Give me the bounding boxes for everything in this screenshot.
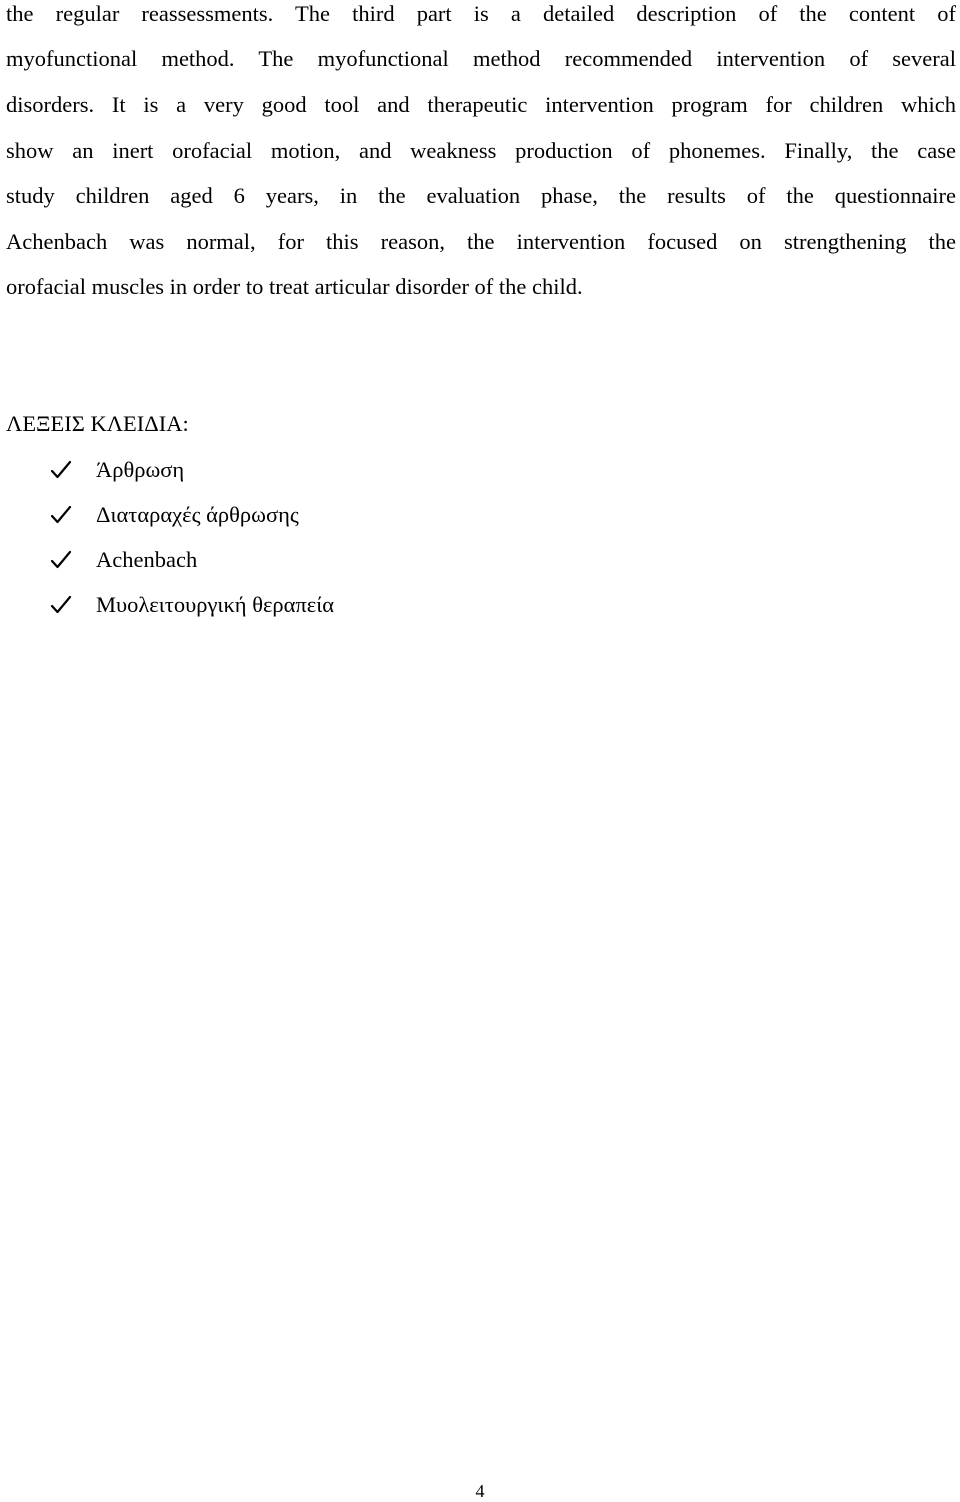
checkmark-icon — [50, 594, 72, 616]
paragraph-line: study children aged 6 years, in the evaluation phase, the results of the questionnaire — [6, 183, 956, 208]
checkmark-icon — [50, 459, 72, 481]
keyword-item — [50, 455, 184, 485]
paragraph-line-last: orofacial muscles in order to treat articular disorder of the child. — [6, 274, 583, 299]
paragraph-line: show an inert orofacial motion, and weakness production of phonemes. Finally, the case — [6, 138, 956, 163]
keyword-item — [50, 500, 299, 530]
paragraph-line: myofunctional method. The myofunctional method recommended intervention of several — [6, 46, 956, 71]
keyword-text: Μυολειτουργική θεραπεία — [96, 592, 335, 617]
keyword-text: Άρθρωση — [96, 457, 185, 482]
page-number: 4 — [475, 1481, 485, 1501]
paragraph-line: disorders. It is a very good tool and therapeutic intervention program for children which — [6, 92, 956, 117]
paragraph-line: the regular reassessments. The third part is a detailed description of the content of — [6, 1, 956, 26]
keyword-text: Achenbach — [96, 547, 198, 572]
keyword-item — [50, 590, 334, 620]
keyword-text: Διαταραχές άρθρωσης — [96, 502, 299, 527]
checkmark-icon — [50, 504, 72, 526]
keywords-heading: ΛΕΞΕΙΣ ΚΛΕΙΔΙΑ: — [6, 411, 189, 436]
checkmark-icon — [50, 549, 72, 571]
keyword-item — [50, 545, 197, 575]
paragraph-line: Achenbach was normal, for this reason, the intervention focused on strengthening the — [6, 229, 956, 254]
